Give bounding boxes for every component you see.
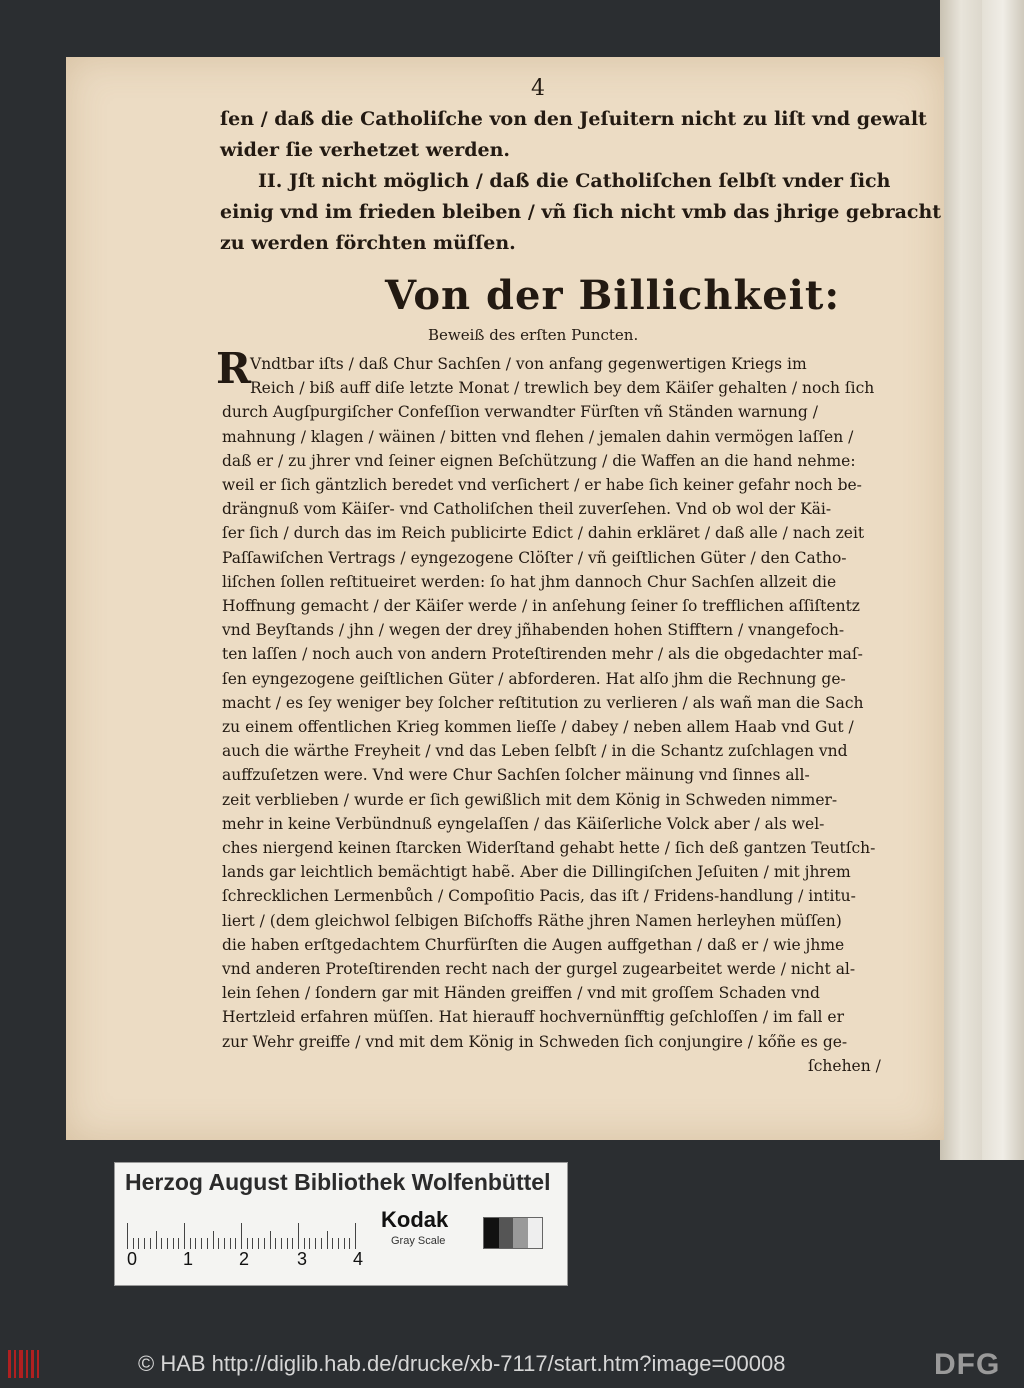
scale-number: 2 <box>239 1249 250 1269</box>
ruler-tick <box>338 1238 339 1249</box>
ruler-tick <box>138 1238 139 1249</box>
ruler-tick <box>241 1223 242 1249</box>
intro-line: zu werden förchten müſſen. <box>220 232 516 254</box>
ruler-tick <box>190 1238 191 1249</box>
intro-line: II. Jſt nicht möglich / daß die Catholiſchen ſelbſt vnder ſich <box>258 170 891 192</box>
ruler-tick <box>321 1238 322 1249</box>
body-line: lein ſehen / ſondern gar mit Händen greiffen / vnd mit groſſem Schaden vnd <box>222 984 820 1003</box>
ruler-tick <box>275 1238 276 1249</box>
body-line: drängnuß vom Käiſer- vnd Catholiſchen theil zuverſehen. Vnd ob wol der Käi- <box>222 500 832 519</box>
body-line: daß er / zu jhrer vnd ſeiner eignen Beſchützung / die Waffen an die hand nehme: <box>222 451 856 470</box>
ruler-tick <box>167 1238 168 1249</box>
body-line: ſen eyngezogene geiſtlichen Güter / abforderen. Hat alſo jhm die Rechnung ge- <box>222 669 846 688</box>
ruler-tick <box>195 1238 196 1249</box>
ruler-tick <box>224 1238 225 1249</box>
body-line: Paſſawiſchen Vertrags / eyngezogene Clöſter / vñ geiſtlichen Güter / den Catho- <box>222 548 847 567</box>
body-paragraph <box>222 352 881 1078</box>
ruler-tick <box>287 1238 288 1249</box>
scale-ruler <box>127 1209 367 1249</box>
ruler-tick <box>144 1238 145 1249</box>
ruler-tick <box>150 1238 151 1249</box>
ruler-tick <box>230 1238 231 1249</box>
body-line: vnd Beyſtands / jhn / wegen der drey jñhabenden hohen Stifftern / vnangefoch- <box>222 621 845 640</box>
scale-number: 1 <box>183 1249 194 1269</box>
scale-number: 4 <box>353 1249 364 1269</box>
gray-scale-text: Gray Scale <box>391 1235 446 1247</box>
body-line: ſchrecklichen Lermenbůch / Compoſitio Pacis, das iſt / Fridens-handlung / intitu- <box>222 887 856 906</box>
body-line: macht / es ſey weniger bey ſolcher reſtitution zu verlieren / als wañ man die Sach <box>222 693 864 712</box>
adjacent-page-edge <box>940 0 1024 1160</box>
page-number: 4 <box>531 76 545 101</box>
body-line: auffzuſetzen were. Vnd were Chur Sachſen ſolcher mäinung vnd ſinnes all- <box>222 766 810 785</box>
ruler-tick <box>270 1231 271 1249</box>
ruler-tick <box>309 1238 310 1249</box>
ruler-tick <box>315 1238 316 1249</box>
ruler-tick <box>184 1223 185 1249</box>
ruler-tick <box>349 1238 350 1249</box>
body-line: zur Wehr greiffe / vnd mit dem König in Schweden ſich conjungire / kőñe es ge- <box>222 1032 848 1051</box>
ruler-tick <box>327 1231 328 1249</box>
ruler-tick <box>247 1238 248 1249</box>
color-calibration-label <box>114 1162 568 1286</box>
body-line: mahnung / klagen / wäinen / bitten vnd flehen / jemalen dahin vermögen laſſen / <box>222 427 854 446</box>
barcode-logo-icon <box>6 1346 42 1382</box>
ruler-tick <box>258 1238 259 1249</box>
ruler-tick <box>281 1238 282 1249</box>
body-line: zu einem offentlichen Krieg kommen lieſſe / dabey / neben allem Haab vnd Gut / <box>222 718 854 737</box>
ruler-tick <box>298 1223 299 1249</box>
intro-paragraph <box>220 104 941 259</box>
body-line: weil er ſich gäntzlich beredet vnd verſichert / er habe ſich keiner gefahr noch be- <box>222 476 862 495</box>
body-line: durch Augſpurgiſcher Confeſſion verwandter Fürſten vñ Ständen warnung / <box>222 403 818 422</box>
copyright-link[interactable]: © HAB http://diglib.hab.de/drucke/xb-7117/start.htm?image=00008 <box>138 1351 786 1376</box>
section-heading: Von der Billichkeit: <box>385 272 841 319</box>
ruler-tick <box>252 1238 253 1249</box>
body-line: mehr in keine Verbündnuß eyngelaſſen / das Käiſerliche Volck aber / als wel- <box>222 814 825 833</box>
ruler-tick <box>156 1231 157 1249</box>
body-line: Hoffnung gemacht / der Käiſer werde / in anſehung ſeiner ſo trefflichen aſſiſtentz <box>222 597 860 616</box>
ruler-tick <box>218 1238 219 1249</box>
ruler-tick <box>173 1238 174 1249</box>
ruler-tick <box>133 1238 134 1249</box>
ruler-tick <box>201 1238 202 1249</box>
body-line: ſer ſich / durch das im Reich publicirte Edict / dahin erkläret / daß alle / nach zeit <box>222 524 865 543</box>
ruler-tick <box>332 1238 333 1249</box>
body-line: ches niergend keinen ſtarcken Widerſtand gehabt hette / ſich deß gantzen Teutſch- <box>222 839 876 858</box>
ruler-tick <box>127 1223 128 1249</box>
library-name: Herzog August Bibliothek Wolfenbüttel <box>125 1169 551 1195</box>
ruler-tick <box>213 1231 214 1249</box>
body-line: liſchen ſollen reſtitueiret werden: ſo hat jhm dannoch Chur Sachſen allzeit die <box>222 572 837 591</box>
kodak-brand: Kodak <box>381 1207 449 1232</box>
body-line: liert / (dem gleichwol ſelbigen Biſchoffs Räthe jhren Namen herleyhen müſſen) <box>222 911 842 930</box>
intro-line: wider ſie verhetzet werden. <box>220 139 511 161</box>
ruler-tick <box>292 1238 293 1249</box>
body-line: Vndtbar iſts / daß Chur Sachſen / von anfang gegenwertigen Kriegs im <box>250 355 807 373</box>
ruler-tick <box>178 1238 179 1249</box>
ruler-tick <box>161 1238 162 1249</box>
ruler-tick <box>304 1238 305 1249</box>
ruler-tick <box>235 1238 236 1249</box>
scale-numbers <box>127 1249 377 1275</box>
scale-number: 0 <box>127 1249 138 1269</box>
decorated-initial: R <box>216 344 251 393</box>
body-line: ſchehen / <box>808 1056 881 1075</box>
body-line: Reich / biß auff diſe letzte Monat / trewlich bey dem Käiſer gehalten / noch ſich <box>250 379 875 398</box>
body-line: ten laſſen / noch auch von andern Proteſtirenden mehr / als die obgedachter maſ- <box>222 645 863 664</box>
gray-swatches <box>483 1217 543 1249</box>
ruler-tick <box>207 1238 208 1249</box>
ruler-tick <box>264 1238 265 1249</box>
ruler-tick <box>355 1223 356 1249</box>
body-line: zeit verblieben / wurde er ſich gewißlich mit dem König in Schweden nimmer- <box>222 790 838 809</box>
section-subheading: Beweiß des erſten Puncten. <box>428 326 639 344</box>
intro-line: einig vnd im frieden bleiben / vñ ſich nicht vmb das jhrige gebracht <box>220 201 942 223</box>
body-line: Hertzleid erfahren müſſen. Hat hierauff hochvernünfftig geſchloſſen / im fall er <box>222 1008 845 1027</box>
ruler-tick <box>344 1238 345 1249</box>
dfg-logo: DFG <box>934 1348 1001 1381</box>
body-line: die haben erſtgedachtem Churfürſten die Augen auffgethan / daß er / wie jhme <box>222 935 845 954</box>
intro-line: ſen / daß die Catholiſche von den Jeſuitern nicht zu liſt vnd gewalt <box>220 108 927 130</box>
body-line: auch die wärthe Freyheit / vnd das Leben ſelbſt / in die Schantz zuſchlagen vnd <box>222 742 848 761</box>
body-line: lands gar leichtlich bemächtigt habẽ. Aber die Dillingiſchen Jeſuiten / mit jhrem <box>222 863 851 882</box>
body-line: vnd anderen Proteſtirenden recht nach der gurgel zugearbeitet werde / nicht al- <box>222 960 856 979</box>
scale-number: 3 <box>297 1249 308 1269</box>
footer-bar <box>0 1340 1024 1388</box>
